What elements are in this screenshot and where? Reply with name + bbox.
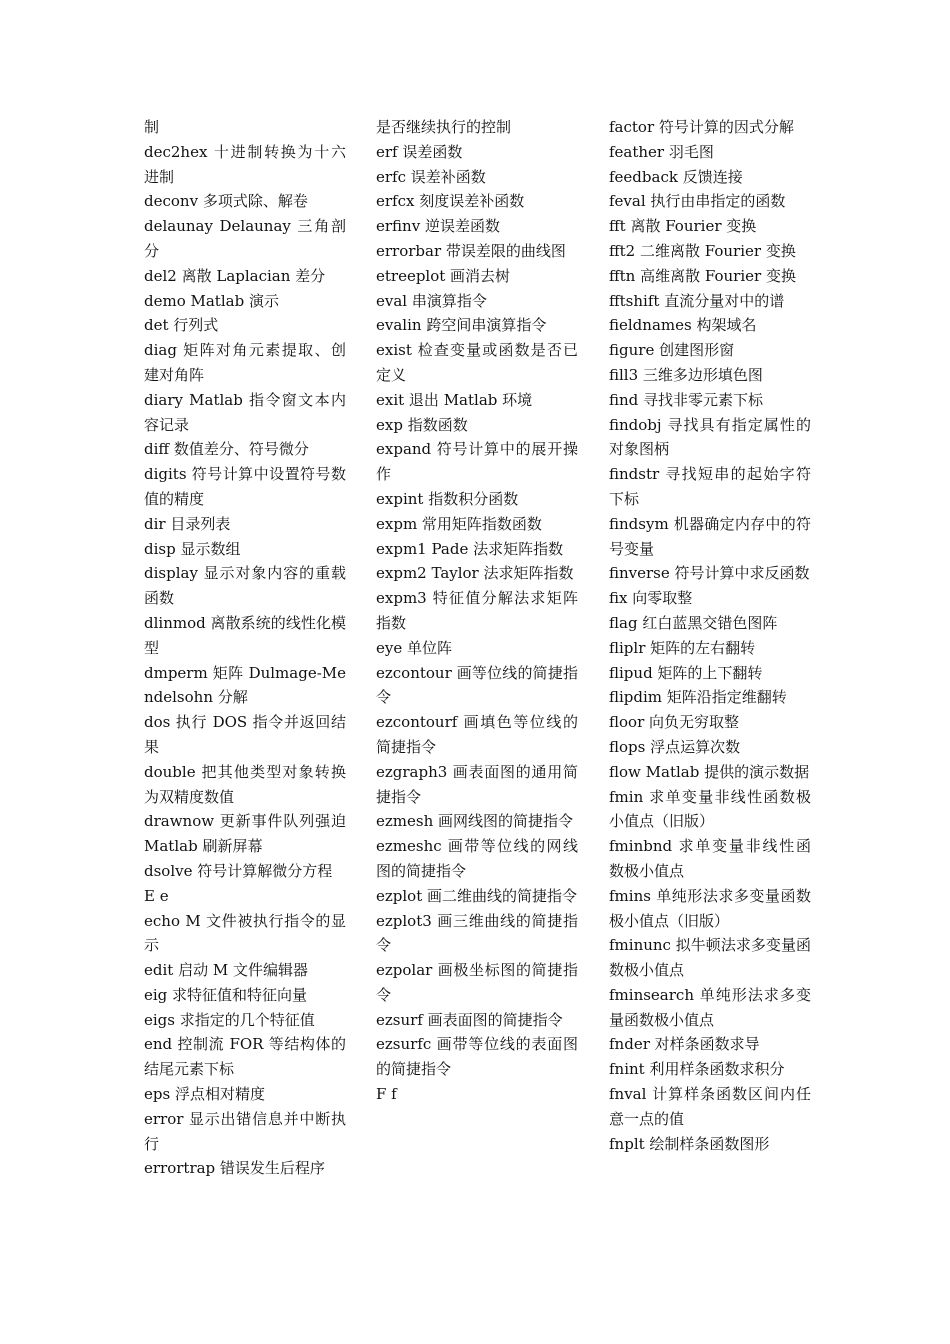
glossary-entry: drawnow 更新事件队列强迫 Matlab 刷新屏幕 <box>144 812 346 856</box>
glossary-entry: expand 符号计算中的展开操作 <box>376 440 578 484</box>
glossary-entry: fnder 对样条函数求导 <box>609 1035 760 1054</box>
glossary-entry: disp 显示数组 <box>144 539 241 558</box>
glossary-entry: deconv 多项式除、解卷 <box>144 192 308 211</box>
glossary-entry: det 行列式 <box>144 316 219 335</box>
glossary-entry: findstr 寻找短串的起始字符下标 <box>609 465 811 508</box>
glossary-entry: fminunc 拟牛顿法求多变量函数极小值点 <box>609 936 811 980</box>
glossary-entry: exit 退出 Matlab 环境 <box>376 390 533 409</box>
glossary-entry: errorbar 带误差限的曲线图 <box>376 241 566 260</box>
glossary-entry: fmins 单纯形法求多变量函数极小值点（旧版） <box>609 886 811 930</box>
glossary-entry: erfcx 刻度误差补函数 <box>376 192 525 211</box>
glossary-entry: fmin 求单变量非线性函数极小值点（旧版） <box>609 787 811 831</box>
glossary-entry: expm1 Pade 法求矩阵指数 <box>376 539 564 558</box>
glossary-entry: fliplr 矩阵的左右翻转 <box>609 638 756 657</box>
glossary-entry: display 显示对象内容的重载函数 <box>144 564 346 608</box>
glossary-entry: expm 常用矩阵指数函数 <box>376 514 542 533</box>
glossary-entry: error 显示出错信息并中断执行 <box>144 1109 346 1153</box>
glossary-entry: dir 目录列表 <box>144 514 231 533</box>
column-2 <box>376 115 578 1107</box>
glossary-entry: flag 红白蓝黑交错色图阵 <box>609 613 778 632</box>
glossary-entry: end 控制流 FOR 等结构体的结尾元素下标 <box>144 1035 346 1079</box>
glossary-entry: exp 指数函数 <box>376 415 468 434</box>
glossary-entry: flops 浮点运算次数 <box>609 737 741 756</box>
glossary-entry: flow Matlab 提供的演示数据 <box>609 762 810 781</box>
glossary-entry: edit 启动 M 文件编辑器 <box>144 961 308 980</box>
glossary-entry: ezmeshc 画带等位线的网线图的简捷指令 <box>376 837 578 880</box>
glossary-entry: fnplt 绘制样条函数图形 <box>609 1134 770 1153</box>
glossary-entry: erfc 误差补函数 <box>376 167 486 186</box>
glossary-entry: double 把其他类型对象转换为双精度数值 <box>144 762 346 806</box>
glossary-entry: erf 误差函数 <box>376 142 463 161</box>
glossary-entry: diff 数值差分、符号微分 <box>144 440 309 459</box>
glossary-entry: flipud 矩阵的上下翻转 <box>609 663 763 682</box>
glossary-entry: dlinmod 离散系统的线性化模型 <box>144 613 346 657</box>
glossary-entry: evalin 跨空间串演算指令 <box>376 316 547 335</box>
glossary-entry: 制 <box>144 118 160 136</box>
glossary-entry: flipdim 矩阵沿指定维翻转 <box>609 688 787 707</box>
glossary-entry: errortrap 错误发生后程序 <box>144 1159 325 1178</box>
glossary-entry: dmperm 矩阵 Dulmage-Mendelsohn 分解 <box>144 663 346 707</box>
column-3 <box>609 115 811 1156</box>
glossary-entry: figure 创建图形窗 <box>609 341 735 360</box>
glossary-entry: exist 检查变量或函数是否已定义 <box>376 341 578 384</box>
glossary-entry: fft 离散 Fourier 变换 <box>609 217 757 236</box>
glossary-entry: expint 指数积分函数 <box>376 489 519 508</box>
glossary-entry: fminsearch 单纯形法求多变量函数极小值点 <box>609 985 811 1029</box>
glossary-entry: find 寻找非零元素下标 <box>609 390 764 409</box>
glossary-entry: ezsurf 画表面图的简捷指令 <box>376 1010 563 1029</box>
glossary-entry: E e <box>144 886 169 905</box>
glossary-entry: ezmesh 画网线图的简捷指令 <box>376 812 574 831</box>
glossary-entry: ezplot 画二维曲线的简捷指令 <box>376 886 578 905</box>
glossary-entry: feval 执行由串指定的函数 <box>609 192 786 211</box>
glossary-entry: dec2hex 十进制转换为十六进制 <box>144 142 346 186</box>
glossary-entry: fft2 二维离散 Fourier 变换 <box>609 241 796 260</box>
glossary-entry: ezgraph3 画表面图的通用简捷指令 <box>376 762 578 806</box>
glossary-entry: echo M 文件被执行指令的显示 <box>144 911 346 955</box>
glossary-entry: dsolve 符号计算解微分方程 <box>144 861 333 880</box>
glossary-entry: fftn 高维离散 Fourier 变换 <box>609 266 796 285</box>
glossary-entry: demo Matlab 演示 <box>144 291 279 310</box>
glossary-entry: findobj 寻找具有指定属性的对象图柄 <box>609 415 811 459</box>
glossary-entry: eval 串演算指令 <box>376 291 487 310</box>
glossary-entry: digits 符号计算中设置符号数值的精度 <box>144 465 346 508</box>
glossary-entry: del2 离散 Laplacian 差分 <box>144 266 326 285</box>
column-1 <box>144 115 346 1181</box>
glossary-entry: feedback 反馈连接 <box>609 167 743 186</box>
glossary-entry: delaunay Delaunay 三角剖分 <box>144 217 346 260</box>
glossary-entry: eps 浮点相对精度 <box>144 1085 265 1104</box>
glossary-entry: expm2 Taylor 法求矩阵指数 <box>376 564 574 583</box>
glossary-entry: fill3 三维多边形填色图 <box>609 365 763 384</box>
glossary-entry: floor 向负无穷取整 <box>609 713 740 732</box>
glossary-entry: ezsurfc 画带等位线的表面图的简捷指令 <box>376 1035 578 1079</box>
glossary-entry: erfinv 逆误差函数 <box>376 217 500 236</box>
glossary-entry: fieldnames 构架域名 <box>609 316 757 335</box>
glossary-entry: ezpolar 画极坐标图的简捷指令 <box>376 961 578 1004</box>
glossary-entry: 是否继续执行的控制 <box>376 118 512 136</box>
glossary-entry: eye 单位阵 <box>376 638 452 657</box>
glossary-entry: eigs 求指定的几个特征值 <box>144 1010 315 1029</box>
glossary-entry: eig 求特征值和特征向量 <box>144 985 308 1004</box>
glossary-entry: ezplot3 画三维曲线的简捷指令 <box>376 911 578 955</box>
glossary-entry: expm3 特征值分解法求矩阵指数 <box>376 589 578 632</box>
glossary-entry: fminbnd 求单变量非线性函数极小值点 <box>609 837 811 880</box>
glossary-entry: feather 羽毛图 <box>609 142 714 161</box>
glossary-entry: fix 向零取整 <box>609 589 693 608</box>
glossary-entry: finverse 符号计算中求反函数 <box>609 564 810 583</box>
glossary-entry: fnval 计算样条函数区间内任意一点的值 <box>609 1085 811 1128</box>
glossary-entry: diary Matlab 指令窗文本内容记录 <box>144 390 346 434</box>
glossary-entry: etreeplot 画消去树 <box>376 266 511 285</box>
glossary-entry: ezcontourf 画填色等位线的简捷指令 <box>376 713 578 756</box>
glossary-entry: dos 执行 DOS 指令并返回结果 <box>144 713 346 756</box>
glossary-entry: fftshift 直流分量对中的谱 <box>609 291 785 310</box>
glossary-entry: diag 矩阵对角元素提取、创建对角阵 <box>144 341 346 384</box>
glossary-entry: fnint 利用样条函数求积分 <box>609 1060 785 1079</box>
glossary-entry: ezcontour 画等位线的简捷指令 <box>376 663 578 707</box>
glossary-entry: factor 符号计算的因式分解 <box>609 118 794 136</box>
glossary-entry: F f <box>376 1085 397 1104</box>
glossary-entry: findsym 机器确定内存中的符号变量 <box>609 514 811 558</box>
